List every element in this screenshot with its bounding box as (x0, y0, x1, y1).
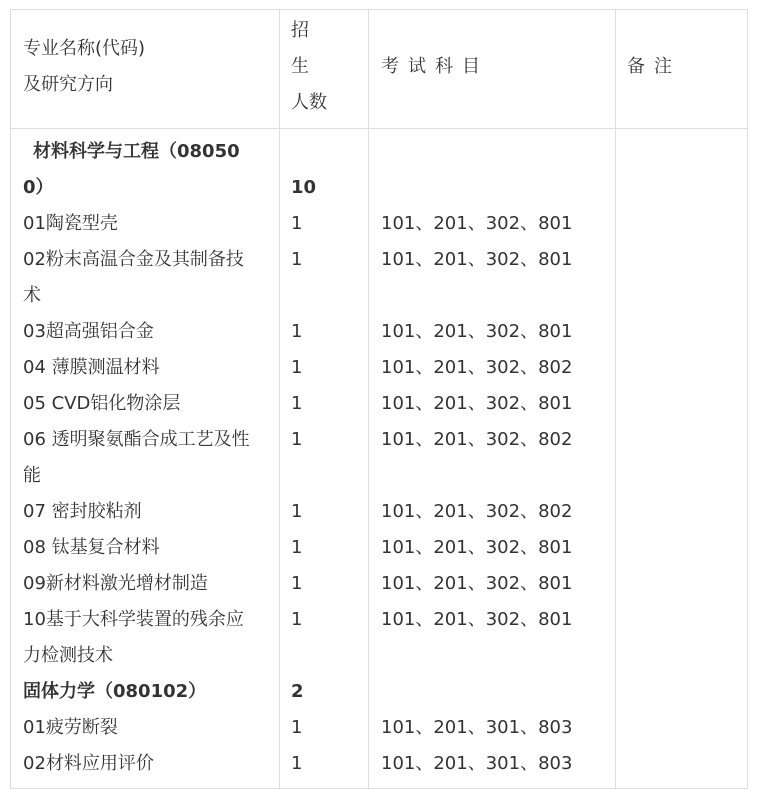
exam-subjects: 101、201、302、802 (381, 501, 573, 522)
header-remarks: 备注 (627, 56, 681, 77)
direction-name: 04 薄膜测温材料 (23, 357, 160, 378)
direction-name: 10基于大科学装置的残余应 (23, 609, 244, 630)
header-enroll-line-1: 招 (291, 20, 309, 41)
direction-name: 01疲劳断裂 (23, 717, 118, 738)
enroll-count: 1 (291, 321, 303, 342)
enroll-count: 1 (291, 357, 303, 378)
direction-name: 02粉末高温合金及其制备技 (23, 249, 244, 270)
major-name-cont: 0） (23, 177, 54, 198)
direction-name: 01陶瓷型壳 (23, 213, 118, 234)
enroll-count: 1 (291, 429, 303, 450)
header-research-direction: 及研究方向 (23, 74, 113, 95)
exam-subjects: 101、201、302、801 (381, 609, 573, 630)
enroll-count: 1 (291, 753, 303, 774)
enroll-count: 1 (291, 537, 303, 558)
major-name: 固体力学（080102） (23, 681, 207, 702)
exam-subjects: 101、201、301、803 (381, 717, 573, 738)
exam-subjects: 101、201、302、802 (381, 429, 573, 450)
column-divider (368, 10, 369, 788)
enroll-count: 1 (291, 501, 303, 522)
exam-subjects: 101、201、302、801 (381, 249, 573, 270)
header-divider (11, 128, 747, 129)
direction-name-cont: 力检测技术 (23, 645, 113, 666)
direction-name: 02材料应用评价 (23, 753, 154, 774)
direction-name-cont: 术 (23, 285, 41, 306)
column-divider (615, 10, 616, 788)
direction-name: 07 密封胶粘剂 (23, 501, 142, 522)
header-enroll-line-2: 生 (291, 56, 309, 77)
header-exam-subjects: 考试科目 (381, 56, 489, 77)
header-major-name: 专业名称(代码) (23, 38, 146, 59)
direction-name: 03超高强铝合金 (23, 321, 154, 342)
exam-subjects: 101、201、302、801 (381, 321, 573, 342)
enroll-count: 1 (291, 609, 303, 630)
column-divider (279, 10, 280, 788)
enroll-count: 1 (291, 393, 303, 414)
enroll-count: 2 (291, 681, 304, 702)
direction-name: 06 透明聚氨酯合成工艺及性 (23, 429, 250, 450)
enroll-count: 1 (291, 573, 303, 594)
exam-subjects: 101、201、302、802 (381, 357, 573, 378)
direction-name: 05 CVD铝化物涂层 (23, 393, 181, 414)
exam-subjects: 101、201、301、803 (381, 753, 573, 774)
enroll-count: 10 (291, 177, 317, 198)
direction-name: 08 钛基复合材料 (23, 537, 160, 558)
header-enroll-line-3: 人数 (291, 92, 327, 113)
major-name: 材料科学与工程（08050 (33, 141, 240, 162)
enroll-count: 1 (291, 249, 303, 270)
enroll-count: 1 (291, 213, 303, 234)
exam-subjects: 101、201、302、801 (381, 537, 573, 558)
direction-name-cont: 能 (23, 465, 41, 486)
exam-subjects: 101、201、302、801 (381, 213, 573, 234)
exam-subjects: 101、201、302、801 (381, 393, 573, 414)
direction-name: 09新材料激光增材制造 (23, 573, 208, 594)
exam-subjects: 101、201、302、801 (381, 573, 573, 594)
enroll-count: 1 (291, 717, 303, 738)
